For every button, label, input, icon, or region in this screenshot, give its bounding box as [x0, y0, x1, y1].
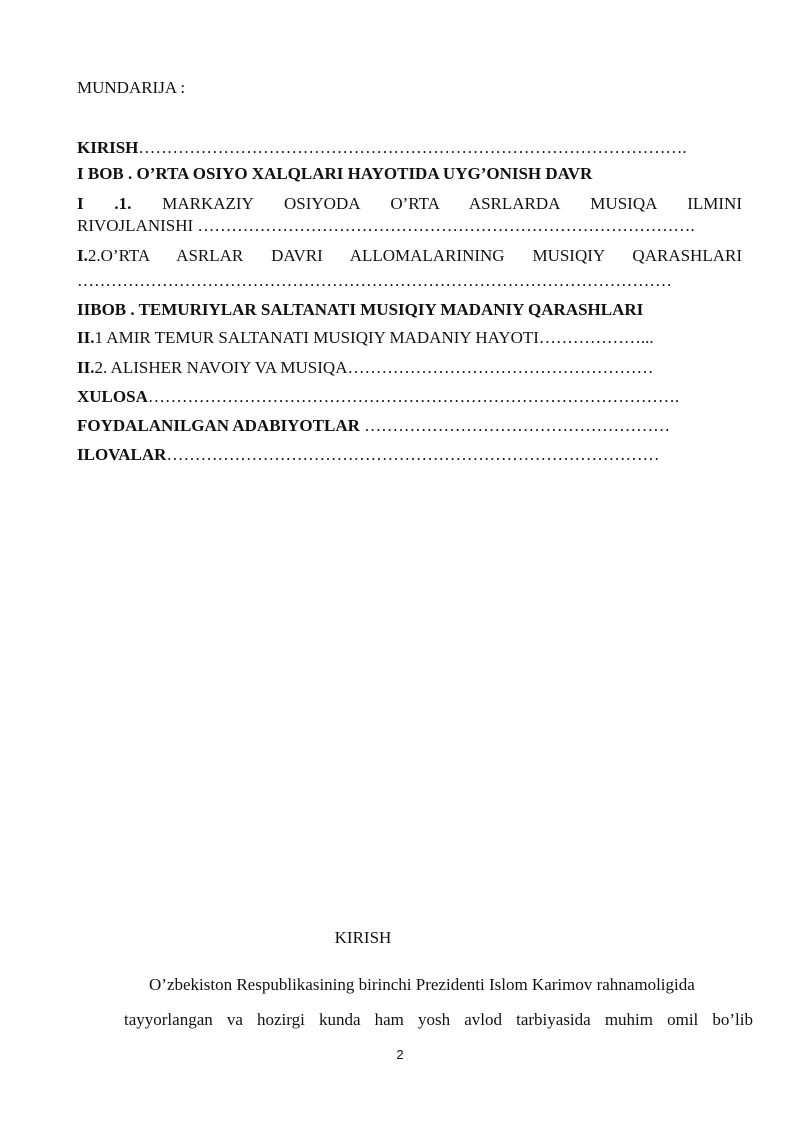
toc-section-text: 1 AMIR TEMUR SALTANATI MUSIQIY MADANIY HAYOTI………………... — [94, 328, 654, 347]
toc-section-number: I .1. — [77, 194, 132, 213]
toc-entry-foydalanilgan-adabiyotlar — [77, 415, 742, 437]
toc-chapter-2: IIBOB . TEMURIYLAR SALTANATI MUSIQIY MADANIY QARASHLARI — [77, 300, 644, 319]
toc-entry-label: KIRISH — [77, 138, 139, 157]
toc-entry-kirish — [77, 137, 742, 159]
toc-title: MUNDARIJA : — [77, 78, 186, 97]
toc-section-1-1-continuation: RIVOJLANISHI ……………………………………………………………………………. — [77, 216, 695, 235]
toc-leader-dots: …………………………………………………………………………… — [166, 445, 660, 464]
toc-section-number: II. — [77, 328, 95, 347]
toc-leader-dots: ……………………………………………… — [359, 416, 671, 435]
toc-section-text: MARKAZIY OSIYODA O’RTA ASRLARDA MUSIQA ILMINI — [131, 194, 742, 213]
toc-entry-label: ILOVALAR — [77, 445, 167, 464]
page-number: 2 — [396, 1047, 404, 1062]
toc-section-1-1 — [77, 193, 742, 215]
toc-section-number: I. — [77, 246, 88, 265]
toc-section-text: 2.O’RTA ASRLAR DAVRI ALLOMALARINING MUSIQIY QARASHLARI — [87, 246, 742, 265]
section-heading: KIRISH — [334, 928, 392, 947]
toc-section-1-2 — [77, 245, 742, 267]
toc-section-text: 2. ALISHER NAVOIY VA MUSIQA……………………………………………… — [94, 358, 654, 377]
toc-entry-label: FOYDALANILGAN ADABIYOTLAR — [77, 416, 360, 435]
body-paragraph-line-2: tayyorlangan va hozirgi kunda ham yosh avlod tarbiyasida muhim omil bo’lib — [124, 1010, 753, 1029]
toc-section-1-2-continuation: …………………………………………………………………………………………… — [77, 271, 672, 290]
toc-leader-dots: …………………………………………………………………………………. — [147, 387, 680, 406]
toc-entry-xulosa — [77, 386, 742, 408]
toc-section-2-2 — [77, 357, 742, 379]
body-paragraph-line-1: O’zbekiston Respublikasining birinchi Prezidenti Islom Karimov rahnamoligida — [149, 975, 695, 994]
toc-entry-ilovalar — [77, 444, 742, 466]
toc-entry-label: XULOSA — [77, 387, 148, 406]
toc-leader-dots: ……………………………………………………………………………………. — [138, 138, 687, 157]
toc-chapter-1: I BOB . O’RTA OSIYO XALQLARI HAYOTIDA UYG’ONISH DAVR — [77, 164, 593, 183]
toc-section-2-1 — [77, 327, 742, 349]
toc-section-number: II. — [77, 358, 95, 377]
